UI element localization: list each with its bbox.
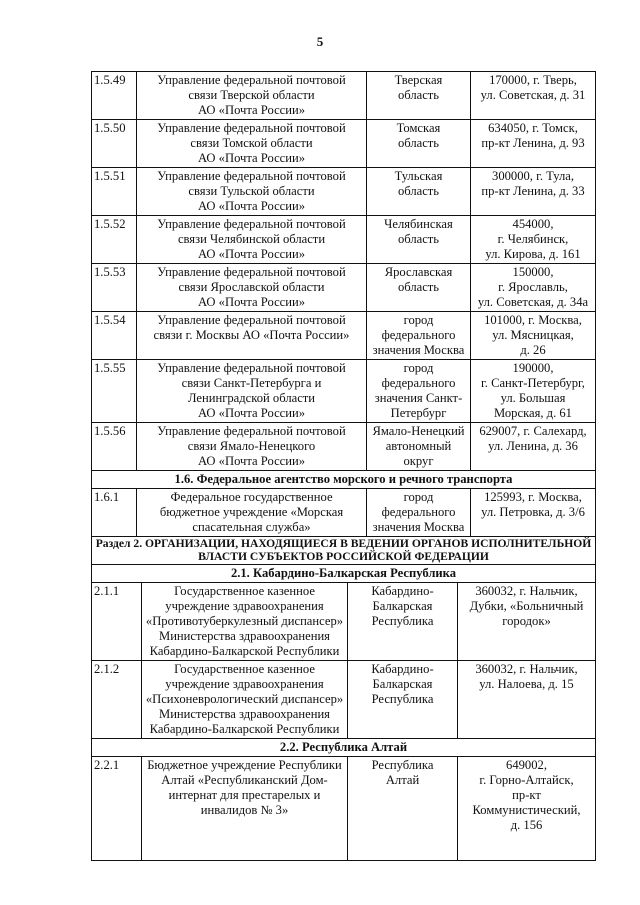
cell-line: 629007, г. Салехард, — [479, 424, 587, 438]
cell-line: АО «Почта России» — [197, 151, 306, 165]
cell-line: ул. Кирова, д. 161 — [485, 247, 581, 261]
cell-line: область — [397, 136, 440, 150]
cell-line: федерального — [381, 328, 456, 342]
cell-line: Управление федеральной почтовой — [157, 121, 346, 135]
cell-line: значения Москва — [372, 343, 465, 357]
row-number: 2.1.1 — [92, 583, 142, 661]
table-row — [92, 489, 596, 537]
table-row — [92, 312, 596, 360]
table-row — [92, 757, 596, 861]
section-heading — [92, 537, 596, 565]
cell-line: интернат для престарелых и — [168, 788, 321, 802]
cell-line: 101000, г. Москва, — [484, 313, 582, 327]
cell-line: 360032, г. Нальчик, — [475, 584, 578, 598]
cell-line: автономный — [385, 439, 452, 453]
cell-line: Управление федеральной почтовой — [157, 73, 346, 87]
section-row-2-2 — [92, 739, 596, 757]
address — [471, 72, 596, 120]
section-row-2-1 — [92, 565, 596, 583]
cell-line: АО «Почта России» — [197, 406, 306, 420]
cell-line: 454000, — [512, 217, 554, 231]
cell-line: Управление федеральной почтовой — [157, 361, 346, 375]
cell-line: г. Челябинск, — [497, 232, 569, 246]
organization-name — [142, 583, 348, 661]
address — [471, 168, 596, 216]
cell-line: Тверская — [394, 73, 443, 87]
cell-line: Кабардино- — [371, 584, 434, 598]
region — [367, 360, 471, 423]
cell-line: ул. Советская, д. 34а — [477, 295, 589, 309]
cell-line: учреждение здравоохранения — [165, 677, 324, 691]
cell-line: Республика — [371, 758, 434, 772]
address — [471, 360, 596, 423]
cell-line: Министерства здравоохранения — [159, 629, 330, 643]
organization-name — [142, 757, 348, 861]
section-heading-line: ВЛАСТИ СУБЪЕКТОВ РОССИЙСКОЙ ФЕДЕРАЦИИ — [198, 550, 489, 563]
organization-name — [137, 72, 367, 120]
address — [471, 489, 596, 537]
cell-line: 125993, г. Москва, — [484, 490, 582, 504]
cell-line: Ярославская — [384, 265, 453, 279]
cell-line: Петербург — [390, 406, 447, 420]
row-number: 1.5.54 — [92, 312, 137, 360]
cell-line: область — [397, 184, 440, 198]
organization-name — [142, 661, 348, 739]
cell-line: Ленинградской области — [187, 391, 316, 405]
address — [458, 757, 596, 861]
cell-line: пр-кт Ленина, д. 93 — [481, 136, 585, 150]
cell-line: федерального — [381, 505, 456, 519]
cell-line: Кабардино-Балкарской Республики — [149, 644, 340, 658]
cell-line: Балкарская — [372, 599, 433, 613]
organizations-table-lower — [91, 582, 596, 861]
cell-line: 150000, — [512, 265, 554, 279]
cell-line: 170000, г. Тверь, — [489, 73, 577, 87]
cell-line: Кабардино-Балкарской Республики — [149, 722, 340, 736]
cell-line: Челябинская — [384, 217, 453, 231]
organization-name — [137, 312, 367, 360]
address — [471, 312, 596, 360]
cell-line: ул. Ленина, д. 36 — [488, 439, 578, 453]
organization-name — [137, 489, 367, 537]
cell-line: Томская — [396, 121, 441, 135]
region — [348, 661, 458, 739]
cell-line: значения Санкт- — [374, 391, 463, 405]
section-heading-line: 1.6. Федеральное агентство морского и речного транспорта — [174, 472, 513, 486]
cell-line: спасательная служба» — [192, 520, 311, 534]
cell-line: Управление федеральной почтовой — [157, 217, 346, 231]
table-row — [92, 168, 596, 216]
cell-line: значения Москва — [372, 520, 465, 534]
cell-line: связи Челябинской области — [177, 232, 326, 246]
cell-line: 360032, г. Нальчик, — [475, 662, 578, 676]
address — [458, 583, 596, 661]
organization-name — [137, 216, 367, 264]
cell-line: пр-кт Ленина, д. 33 — [481, 184, 585, 198]
cell-line: ул. Большая — [500, 391, 566, 405]
address — [471, 423, 596, 471]
cell-line: Министерства здравоохранения — [159, 707, 330, 721]
cell-line: Балкарская — [372, 677, 433, 691]
table-row — [92, 120, 596, 168]
cell-line: инвалидов № 3» — [200, 803, 289, 817]
cell-line: округ — [403, 454, 434, 468]
cell-line: АО «Почта России» — [197, 199, 306, 213]
cell-line: г. Горно-Алтайск, — [479, 773, 574, 787]
cell-line: Государственное казенное — [174, 584, 315, 598]
table-row — [92, 583, 596, 661]
section-heading — [92, 471, 596, 489]
region — [367, 264, 471, 312]
region — [367, 489, 471, 537]
cell-line: ул. Советская, д. 31 — [480, 88, 586, 102]
cell-line: АО «Почта России» — [197, 295, 306, 309]
region — [348, 583, 458, 661]
cell-line: ул. Петровка, д. 3/6 — [481, 505, 585, 519]
table-row — [92, 423, 596, 471]
region — [367, 72, 471, 120]
row-number: 2.1.2 — [92, 661, 142, 739]
section-row-2 — [92, 537, 596, 565]
cell-line: город — [403, 313, 434, 327]
cell-line: г. Ярославль, — [498, 280, 568, 294]
address — [458, 661, 596, 739]
cell-line: АО «Почта России» — [197, 103, 306, 117]
table-row — [92, 661, 596, 739]
address — [471, 216, 596, 264]
cell-line: город — [403, 361, 434, 375]
cell-line: 300000, г. Тула, — [492, 169, 574, 183]
cell-line: Управление федеральной почтовой — [157, 265, 346, 279]
row-number: 1.5.50 — [92, 120, 137, 168]
row-number: 1.5.52 — [92, 216, 137, 264]
cell-line: д. 26 — [520, 343, 546, 357]
cell-line: связи Ярославской области — [178, 280, 325, 294]
table-row — [92, 360, 596, 423]
region — [367, 312, 471, 360]
cell-line: Государственное казенное — [174, 662, 315, 676]
row-number: 1.5.55 — [92, 360, 137, 423]
cell-line: г. Санкт-Петербург, — [481, 376, 585, 390]
cell-line: Республика — [371, 614, 434, 628]
row-number: 1.6.1 — [92, 489, 137, 537]
cell-line: область — [397, 232, 440, 246]
cell-line: Ямало-Ненецкий — [372, 424, 465, 438]
cell-line: АО «Почта России» — [197, 247, 306, 261]
table-row — [92, 72, 596, 120]
cell-line: Коммунистический, — [472, 803, 581, 817]
cell-line: «Психоневрологический диспансер» — [145, 692, 344, 706]
cell-line: Кабардино- — [371, 662, 434, 676]
region — [367, 168, 471, 216]
row-number: 1.5.53 — [92, 264, 137, 312]
row-number: 1.5.49 — [92, 72, 137, 120]
cell-line: Морская, д. 61 — [494, 406, 572, 420]
cell-line: Тульская — [394, 169, 443, 183]
section-heading — [92, 739, 596, 757]
row-number: 2.2.1 — [92, 757, 142, 861]
cell-line: 190000, — [512, 361, 554, 375]
cell-line: бюджетное учреждение «Морская — [159, 505, 344, 519]
cell-line: Алтай «Республиканский Дом- — [161, 773, 328, 787]
cell-line: связи Ямало-Ненецкого — [187, 439, 316, 453]
region — [348, 757, 458, 861]
section-row-1-6 — [92, 471, 596, 489]
cell-line: город — [403, 490, 434, 504]
organization-name — [137, 168, 367, 216]
region — [367, 120, 471, 168]
cell-line: ул. Мясницкая, — [492, 328, 574, 342]
cell-line: Республика — [371, 692, 434, 706]
row-number: 1.5.51 — [92, 168, 137, 216]
cell-line: «Противотуберкулезный диспансер» — [145, 614, 344, 628]
table-row — [92, 216, 596, 264]
table-row — [92, 264, 596, 312]
cell-line: ул. Налоева, д. 15 — [479, 677, 574, 691]
cell-line: Алтай — [385, 773, 420, 787]
organization-name — [137, 360, 367, 423]
section-heading-line: 2.2. Республика Алтай — [279, 740, 408, 754]
section-heading-line: Раздел 2. ОРГАНИЗАЦИИ, НАХОДЯЩИЕСЯ В ВЕДЕНИИ ОРГАНОВ ИСПОЛНИТЕЛЬНОЙ — [95, 537, 592, 550]
cell-line: д. 156 — [510, 818, 543, 832]
cell-line: связи г. Москвы АО «Почта России» — [153, 328, 350, 342]
organization-name — [137, 423, 367, 471]
cell-line: Управление федеральной почтовой — [157, 424, 346, 438]
cell-line: Федеральное государственное — [170, 490, 333, 504]
row-number: 1.5.56 — [92, 423, 137, 471]
cell-line: Бюджетное учреждение Республики — [147, 758, 342, 772]
page-number: 5 — [316, 34, 324, 49]
cell-line: учреждение здравоохранения — [165, 599, 324, 613]
region — [367, 423, 471, 471]
section-heading-line: 2.1. Кабардино-Балкарская Республика — [230, 566, 457, 580]
address — [471, 120, 596, 168]
cell-line: Дубки, «Больничный — [469, 599, 584, 613]
organizations-table-upper — [91, 71, 596, 583]
cell-line: связи Санкт-Петербурга и — [181, 376, 322, 390]
cell-line: АО «Почта России» — [197, 454, 306, 468]
cell-line: 649002, — [506, 758, 547, 772]
address — [471, 264, 596, 312]
cell-line: Управление федеральной почтовой — [157, 313, 346, 327]
cell-line: связи Тверской области — [188, 88, 315, 102]
region — [367, 216, 471, 264]
cell-line: пр-кт — [512, 788, 541, 802]
cell-line: федерального — [381, 376, 456, 390]
organization-name — [137, 264, 367, 312]
cell-line: область — [397, 88, 440, 102]
cell-line: связи Томской области — [190, 136, 313, 150]
cell-line: Управление федеральной почтовой — [157, 169, 346, 183]
cell-line: 634050, г. Томск, — [488, 121, 578, 135]
section-heading — [92, 565, 596, 583]
organization-name — [137, 120, 367, 168]
cell-line: городок» — [502, 614, 551, 628]
cell-line: связи Тульской области — [188, 184, 315, 198]
cell-line: область — [397, 280, 440, 294]
